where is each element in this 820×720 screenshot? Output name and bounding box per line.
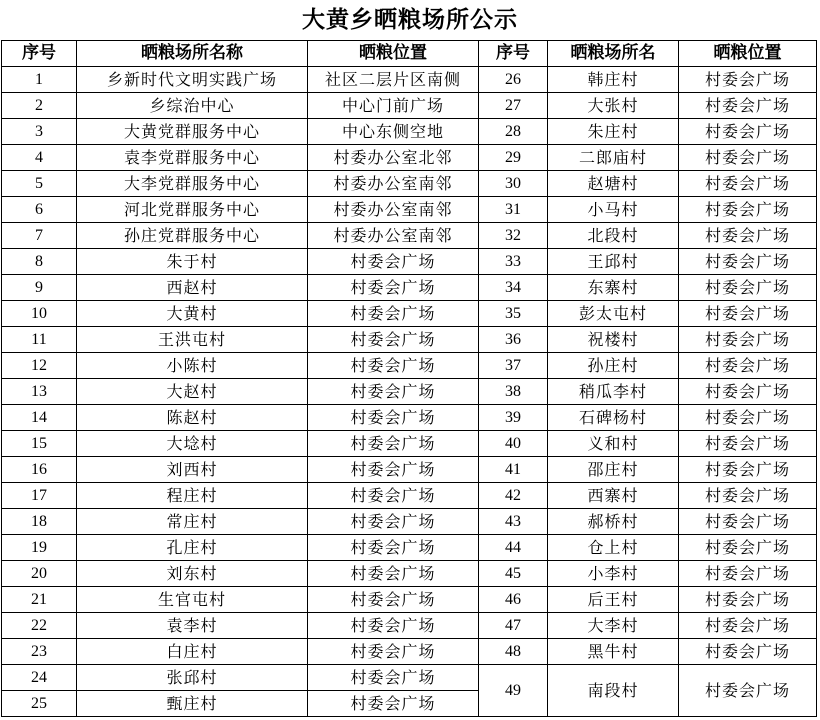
site-name: 彭太屯村 — [548, 301, 679, 327]
site-name: 仓上村 — [548, 535, 679, 561]
site-location: 村委会广场 — [679, 379, 817, 405]
site-location: 村委会广场 — [679, 509, 817, 535]
site-name: 大李村 — [548, 613, 679, 639]
site-name: 乡新时代文明实践广场 — [77, 67, 308, 93]
site-name: 陈赵村 — [77, 405, 308, 431]
site-location: 村委会广场 — [308, 509, 479, 535]
row-number: 17 — [2, 483, 77, 509]
row-number: 1 — [2, 67, 77, 93]
header-right-site-name: 晒粮场所名 — [548, 41, 679, 67]
site-location: 村委会广场 — [679, 275, 817, 301]
row-number: 12 — [2, 353, 77, 379]
table-row — [2, 119, 817, 145]
site-location: 村委会广场 — [308, 691, 479, 717]
row-number: 23 — [2, 639, 77, 665]
row-number: 20 — [2, 561, 77, 587]
table-row — [2, 509, 817, 535]
site-name: 刘东村 — [77, 561, 308, 587]
site-location: 村委会广场 — [308, 613, 479, 639]
site-name: 小李村 — [548, 561, 679, 587]
table-row — [2, 665, 817, 691]
header-right-number: 序号 — [479, 41, 548, 67]
site-location: 村委会广场 — [679, 613, 817, 639]
row-number: 26 — [479, 67, 548, 93]
grain-site-table — [1, 40, 817, 717]
row-number: 48 — [479, 639, 548, 665]
site-location: 村委会广场 — [679, 145, 817, 171]
site-location: 村委会广场 — [679, 535, 817, 561]
row-number: 40 — [479, 431, 548, 457]
site-location: 村委办公室北邻 — [308, 145, 479, 171]
site-name: 西赵村 — [77, 275, 308, 301]
site-location: 村委会广场 — [308, 405, 479, 431]
site-name: 南段村 — [548, 665, 679, 717]
site-name: 大赵村 — [77, 379, 308, 405]
site-location: 村委会广场 — [308, 379, 479, 405]
table-row — [2, 535, 817, 561]
site-location: 村委会广场 — [679, 223, 817, 249]
site-name: 大张村 — [548, 93, 679, 119]
row-number: 11 — [2, 327, 77, 353]
site-location: 村委会广场 — [308, 353, 479, 379]
site-location: 社区二层片区南侧 — [308, 67, 479, 93]
site-location: 村委会广场 — [308, 483, 479, 509]
table-row — [2, 405, 817, 431]
table-row — [2, 561, 817, 587]
site-location: 村委会广场 — [679, 301, 817, 327]
site-name: 北段村 — [548, 223, 679, 249]
site-name: 乡综治中心 — [77, 93, 308, 119]
row-number: 15 — [2, 431, 77, 457]
row-number: 22 — [2, 613, 77, 639]
site-location: 中心东侧空地 — [308, 119, 479, 145]
site-name: 孙庄村 — [548, 353, 679, 379]
site-name: 西寨村 — [548, 483, 679, 509]
site-location: 村委会广场 — [308, 587, 479, 613]
row-number: 14 — [2, 405, 77, 431]
site-name: 河北党群服务中心 — [77, 197, 308, 223]
row-number: 41 — [479, 457, 548, 483]
table-row — [2, 587, 817, 613]
row-number: 18 — [2, 509, 77, 535]
row-number: 32 — [479, 223, 548, 249]
site-name: 郝桥村 — [548, 509, 679, 535]
row-number: 30 — [479, 171, 548, 197]
site-location: 村委会广场 — [679, 665, 817, 717]
site-location: 村委会广场 — [679, 587, 817, 613]
site-name: 大埝村 — [77, 431, 308, 457]
site-location: 村委会广场 — [679, 171, 817, 197]
row-number: 19 — [2, 535, 77, 561]
site-location: 村委会广场 — [679, 93, 817, 119]
site-location: 村委会广场 — [679, 405, 817, 431]
table-row — [2, 197, 817, 223]
row-number: 31 — [479, 197, 548, 223]
site-name: 张邱村 — [77, 665, 308, 691]
site-name: 小马村 — [548, 197, 679, 223]
table-row — [2, 93, 817, 119]
row-number: 8 — [2, 249, 77, 275]
site-location: 村委会广场 — [679, 431, 817, 457]
page-title: 大黄乡晒粮场所公示 — [302, 6, 518, 33]
header-right-location: 晒粮位置 — [679, 41, 817, 67]
row-number: 2 — [2, 93, 77, 119]
site-name: 二郎庙村 — [548, 145, 679, 171]
site-location: 村委会广场 — [679, 561, 817, 587]
site-location: 村委会广场 — [308, 457, 479, 483]
table-row — [2, 275, 817, 301]
row-number: 4 — [2, 145, 77, 171]
row-number: 33 — [479, 249, 548, 275]
site-location: 村委办公室南邻 — [308, 171, 479, 197]
site-name: 袁李村 — [77, 613, 308, 639]
table-header-row — [2, 41, 817, 67]
row-number: 6 — [2, 197, 77, 223]
site-location: 村委会广场 — [679, 197, 817, 223]
site-location: 村委会广场 — [308, 249, 479, 275]
table-row — [2, 353, 817, 379]
table-row — [2, 431, 817, 457]
site-name: 石碑杨村 — [548, 405, 679, 431]
row-number: 29 — [479, 145, 548, 171]
site-name: 袁李党群服务中心 — [77, 145, 308, 171]
header-left-site-name: 晒粮场所名称 — [77, 41, 308, 67]
row-number: 37 — [479, 353, 548, 379]
site-name: 东寨村 — [548, 275, 679, 301]
table-row — [2, 639, 817, 665]
site-location: 村委会广场 — [308, 639, 479, 665]
site-name: 孔庄村 — [77, 535, 308, 561]
row-number: 27 — [479, 93, 548, 119]
site-name: 刘西村 — [77, 457, 308, 483]
site-name: 王洪屯村 — [77, 327, 308, 353]
row-number: 10 — [2, 301, 77, 327]
site-location: 村委办公室南邻 — [308, 223, 479, 249]
site-location: 村委会广场 — [308, 327, 479, 353]
site-name: 王邱村 — [548, 249, 679, 275]
row-number: 16 — [2, 457, 77, 483]
table-row — [2, 301, 817, 327]
row-number: 43 — [479, 509, 548, 535]
table-row — [2, 67, 817, 93]
site-name: 朱于村 — [77, 249, 308, 275]
table-row — [2, 613, 817, 639]
site-location: 村委会广场 — [308, 561, 479, 587]
site-name: 大李党群服务中心 — [77, 171, 308, 197]
row-number: 38 — [479, 379, 548, 405]
site-name: 程庄村 — [77, 483, 308, 509]
site-location: 村委会广场 — [679, 639, 817, 665]
table-row — [2, 249, 817, 275]
site-name: 义和村 — [548, 431, 679, 457]
site-location: 村委会广场 — [679, 353, 817, 379]
site-location: 村委会广场 — [308, 431, 479, 457]
row-number: 13 — [2, 379, 77, 405]
row-number: 39 — [479, 405, 548, 431]
table-row — [2, 379, 817, 405]
table-row — [2, 223, 817, 249]
site-name: 孙庄党群服务中心 — [77, 223, 308, 249]
site-location: 村委会广场 — [308, 665, 479, 691]
site-name: 稍瓜李村 — [548, 379, 679, 405]
site-name: 祝楼村 — [548, 327, 679, 353]
row-number: 3 — [2, 119, 77, 145]
site-name: 大黄党群服务中心 — [77, 119, 308, 145]
site-name: 后王村 — [548, 587, 679, 613]
site-location: 村委会广场 — [679, 483, 817, 509]
site-location: 村委会广场 — [308, 535, 479, 561]
site-location: 中心门前广场 — [308, 93, 479, 119]
row-number: 24 — [2, 665, 77, 691]
row-number: 34 — [479, 275, 548, 301]
row-number: 36 — [479, 327, 548, 353]
site-name: 黑牛村 — [548, 639, 679, 665]
site-name: 邵庄村 — [548, 457, 679, 483]
site-name: 赵塘村 — [548, 171, 679, 197]
site-name: 小陈村 — [77, 353, 308, 379]
row-number: 25 — [2, 691, 77, 717]
header-left-number: 序号 — [2, 41, 77, 67]
site-name: 白庄村 — [77, 639, 308, 665]
table-row — [2, 171, 817, 197]
site-location: 村委会广场 — [679, 67, 817, 93]
site-location: 村委会广场 — [679, 249, 817, 275]
site-location: 村委会广场 — [679, 327, 817, 353]
table-row — [2, 145, 817, 171]
site-name: 大黄村 — [77, 301, 308, 327]
header-left-location: 晒粮位置 — [308, 41, 479, 67]
table-row — [2, 483, 817, 509]
row-number: 49 — [479, 665, 548, 717]
site-location: 村委会广场 — [679, 119, 817, 145]
row-number: 46 — [479, 587, 548, 613]
table-body — [2, 67, 817, 717]
row-number: 42 — [479, 483, 548, 509]
row-number: 44 — [479, 535, 548, 561]
table-row — [2, 327, 817, 353]
site-name: 甄庄村 — [77, 691, 308, 717]
row-number: 28 — [479, 119, 548, 145]
site-location: 村委会广场 — [679, 457, 817, 483]
row-number: 45 — [479, 561, 548, 587]
row-number: 47 — [479, 613, 548, 639]
row-number: 9 — [2, 275, 77, 301]
site-name: 生官屯村 — [77, 587, 308, 613]
site-name: 韩庄村 — [548, 67, 679, 93]
site-name: 朱庄村 — [548, 119, 679, 145]
table-row — [2, 457, 817, 483]
site-name: 常庄村 — [77, 509, 308, 535]
site-location: 村委会广场 — [308, 301, 479, 327]
row-number: 35 — [479, 301, 548, 327]
site-location: 村委办公室南邻 — [308, 197, 479, 223]
row-number: 5 — [2, 171, 77, 197]
row-number: 21 — [2, 587, 77, 613]
row-number: 7 — [2, 223, 77, 249]
site-location: 村委会广场 — [308, 275, 479, 301]
